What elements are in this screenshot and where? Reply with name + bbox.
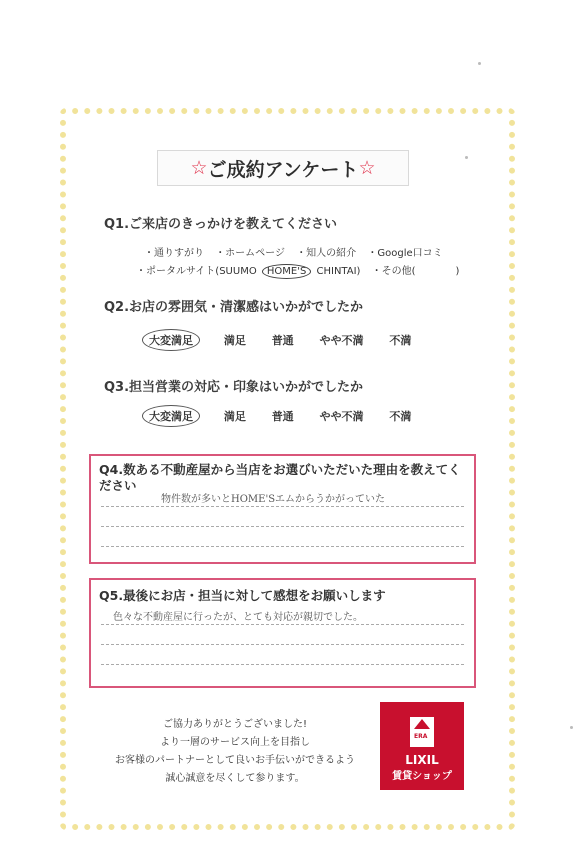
- q1-option[interactable]: ・ホームページ: [215, 248, 285, 259]
- answer-line: [101, 526, 464, 527]
- q3-option[interactable]: やや不満: [319, 410, 364, 423]
- title-text: ご成約アンケート: [207, 158, 359, 181]
- q3-option[interactable]: 不満: [389, 410, 412, 423]
- q1-option[interactable]: ・知人の紹介: [296, 248, 357, 259]
- thank-you-message: [90, 716, 380, 788]
- answer-line: [101, 624, 464, 625]
- q1-option[interactable]: ・通りすがり: [144, 248, 204, 259]
- q5-box: [89, 578, 476, 688]
- footer-line: ご協力ありがとうございました!: [162, 719, 307, 730]
- q3-option-selected[interactable]: 大変満足: [142, 405, 200, 427]
- footer-line: より一層のサービス向上を目指し: [160, 737, 310, 748]
- era-badge-text: ERA: [414, 733, 428, 740]
- q1-options-row2: [136, 262, 467, 277]
- q1-option[interactable]: ・Google口コミ: [367, 248, 443, 259]
- star-icon: ☆: [358, 157, 376, 179]
- answer-line: [101, 644, 464, 645]
- q1-options-row1: [144, 244, 451, 259]
- q2-option[interactable]: やや不満: [319, 334, 364, 347]
- q1-question: Q1.ご来店のきっかけを教えてください: [104, 217, 338, 232]
- q1-option-chintai[interactable]: CHINTAI): [316, 266, 361, 277]
- answer-line: [101, 506, 464, 507]
- logo-line2: 賃貸ショップ: [392, 771, 452, 782]
- q2-option-selected[interactable]: 大変満足: [142, 329, 200, 351]
- scan-speck: [570, 726, 573, 729]
- q4-question: Q4.数ある不動産屋から当店をお選びいただいた理由を教えてください: [99, 462, 461, 493]
- q1-option-homes-selected[interactable]: HOME'S: [262, 264, 311, 279]
- era-house-icon: [410, 717, 434, 747]
- scan-speck: [478, 62, 481, 65]
- q2-question: Q2.お店の雰囲気・清潔感はいかがでしたか: [104, 300, 364, 315]
- lixil-logo: [380, 702, 464, 790]
- q2-option[interactable]: 普通: [271, 334, 294, 347]
- q2-option[interactable]: 不満: [389, 334, 412, 347]
- footer-line: お客様のパートナーとして良いお手伝いができるよう: [115, 755, 355, 766]
- q4-box: [89, 454, 476, 564]
- q1-option-other[interactable]: ・その他( ): [371, 266, 460, 277]
- logo-line1: LIXIL: [405, 753, 439, 767]
- q1-option-portal[interactable]: ・ポータルサイト(SUUMO: [136, 266, 257, 277]
- answer-line: [101, 664, 464, 665]
- answer-line: [101, 546, 464, 547]
- page-title: [157, 150, 409, 186]
- scan-speck: [465, 156, 468, 159]
- q3-question: Q3.担当営業の対応・印象はいかがでしたか: [104, 380, 364, 395]
- q5-question: Q5.最後にお店・担当に対して感想をお願いします: [99, 588, 386, 603]
- q3-option[interactable]: 満足: [223, 410, 246, 423]
- q4-answer[interactable]: 物件数が多いとHOME'Sエムからうかがっていた: [161, 494, 386, 505]
- footer-line: 誠心誠意を尽くして参ります。: [165, 773, 305, 784]
- q5-answer[interactable]: 色々な不動産屋に行ったが、とても対応が親切でした。: [113, 612, 363, 623]
- q3-option[interactable]: 普通: [271, 410, 294, 423]
- q2-option[interactable]: 満足: [223, 334, 246, 347]
- q3-rating: [142, 405, 433, 427]
- star-icon: ☆: [190, 157, 208, 179]
- q2-rating: [142, 329, 433, 351]
